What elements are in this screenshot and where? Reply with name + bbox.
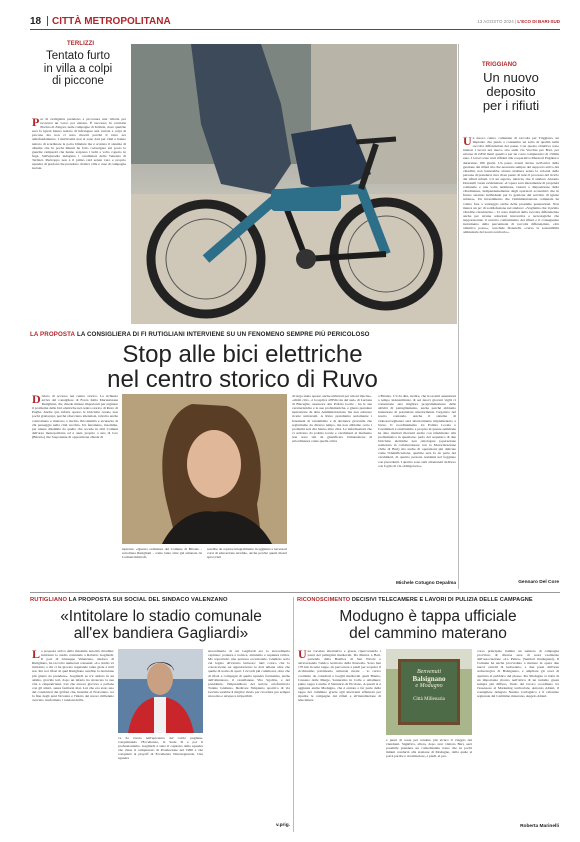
triggiano-body: Un nuovo centro comunale di raccolta per Triggiano, un impianto che punta a consentire un salto di qualità nella raccolta differenziata del paese. Con questo obiettivo sono iniziati i lavori nel nuovo sito sulla via Vecchia per Bari, per un'area di 2.850 metri quadri e per un costo complessivo di 13mila euro. I lavori sono stati affidati alla cooperativa Muratori Pugliesi e dureranno 180 giorni. Un passo avanti deciso nell'ottica della gestione dei rifiuti ma che necessita sempre del supporto attivo dei cittadini, non basterebbe alcuna struttura senza la volontà delle persone di prendersi cura di un pezzo di tutto il processo del riciclo dei rifiuti urbani. C'è un aspetto, tuttavia, che il sindaco Antonio Donatelli vuole evidenziare: «L'opera sarà interamente di proprietà comunale e una volta terminata, resterà a disposizione della cittadinanza, indipendentemente dagli operatori economici che in futuro saranno individuati per la gestione del servizio di igiene urbana». Un investimento che l'amministrazione comunale ha voluto fare a vantaggio anche delle prossime generazioni. Non manca un po' di soddisfazione nel sindaco: «Vogliamo che il primo cittadino riassicurino... Ci sono risultati della raccolta differenziata anche per alcune soluzioni innovative e tecnologiche che supporteranno il corretto conferimento dei rifiuti e il conseguente incremento della percentuale di raccolta differenziata. «Un obiettivo posso», conclude Donatelli, «verso la sostenibilità ambientale del nostro territorio». [463, 136, 559, 235]
horizontal-divider [30, 592, 560, 593]
triggiano-kicker: TRIGGIANO [482, 62, 517, 68]
vertical-divider-bottom [293, 597, 294, 832]
ruvo-col2: ispirarsi. «Questa ordinanza del Comune di Bitonto - sottolinea Rutigliani - come tante altre già emanate da Comuni limitrofi, [122, 547, 202, 560]
stadio-col2: va da tavola nell'epicentro del calcio pugliese, conquistando l'Eccellenza, la Serie D e poi il professionismo. Gagliardi è stato il capitano della squadra che vinse il campionato di Promozione nel 1996 e che conquistò ai playoff di Eccellenza l'interregionale. Una squadra [118, 736, 203, 761]
gagliardi-photo [118, 649, 203, 733]
modugno-col3: corso principale tramite un sentiero di campagna provvisto di diverse aree di sosta realizzate dall'associazione «La Pietra» (Sentieri modugnesi). Il Comune ha anche provveduto a mettere in opera due nuovi cartelli di benvenuto, a due passi dall'area archeologica di Balsignano, e ampliare gli orari di apertura al pubblico del plesso. Per Modugno si tratta di un importante ritorno nell'ottica di un turismo green sempre più diffuso, frutto del lavoro coordinato tra l'assessore al Marketing territoriale, Antonio Altieri, il consigliere delegato Nunzio Carlagnico e il referente regionale del Cammino materano, Angelo Altieri. [477, 649, 559, 699]
modugno-col2: e punti di sosta per rendere più sicuro il viaggio dei viandanti. Significa, allora, dopo aver visitato Bari, sarà possibile prendere un comodissimo treno che in pochi minuti condurrà alla stazione di Modugno, dalla quale si potrà partire e ricominciare, a piedi, al per- [386, 738, 472, 759]
modugno-col1: Una vacanza alternativa e green, ripercorrendo i passi dei pellegrini medievali. Da Matera a Bari, partendo dalla Basilica di San Nicola e attraversando l'antico territorio della Peucezia. Sono ben 170 km in sette tappe, da percorrere a piedi per scoprire il ricchissimo patrimonio culturale rurale - lo carico costituito da cattedrali e borghi medievali quali Bitetto, Cassano delle Murge, Santeramo in Colle e Altamura; punto tappa è anche il Santuario di Picciano. A questi si è aggiunta anche Modugno, che è entrata a far parte delle tappe del cammino grazie agli interventi effettuati per ripulire le campagne dai rifiuti e all'installazione di telecamere [298, 649, 381, 703]
electric-bike-photo [131, 44, 457, 324]
header-divider [47, 16, 48, 26]
player-illustration [118, 649, 203, 733]
terlizzi-headline: Tentato furto in villa a colpi di piccone [43, 50, 113, 87]
terlizzi-body: Pur di svaligiarla prendono a picconare una villetta per ricavarsi un varco per entrare. È successo in contrada Piscina di Zingari, nelle campagne di Terlizzi, dove qualche sera fa ignoti hanno tentato di infrangere una vetrata a colpi di piccone ma non ci sono riusciti perché il vetro era antisfondamento. I malviventi non si sono dati per vinti e hanno tentato di scardinare la porta blindata ma è scattato il sistema di allarme che in pochi minuti ha fatto convergere sul posto le guardie campestri che hanno sorpreso i ladri a volto coperto in fuga. Sull'episodio indagano i carabinieri della Tenenza di Terlizzi. Purtroppo non è il primo raid serale vero e proprio squadre di predoni che prendono di mira ville e case di campagna isolate. [32, 117, 126, 171]
ruvo-col5: a Bitonto. C'è da dire, inoltre, che le recenti assunzioni a tempo indeterminato di sei nuovi giovani vigili ci consentono una migliore programmazione delle attività di pattugliamento, anche perché abbiamo intenzione di potenziare ulteriormente l'organico del nostro comando. Anche il sistema di videosorveglianza sarà ulteriormente implementato a breve. Il coordinamento tra Polizia Locale e Carabinieri è strettissimo e proprio in queste settimane ha dato risultati rilevanti anche con riferimento alla problematica in questione: parlo del sequestro di due biciclette elettriche non omologate (operazione realizzata in collaborazione con la Motorizzazione civile di Bari) ma anche di operazioni più delicate come l'identificazione, qualche sera fa da parte dei carabinieri, di quattro persone residenti nel foggiano con precedenti. I quattro sono stati allontanati da Ruvo con foglio di via obbligatorio». [378, 394, 456, 468]
stadio-col1: La proposta arriva dalla massima autorità cittadina: intitolare lo stadio comunale a Roberto Gagliardi. Il post di Giuseppe Valenzano, sindaco di Rutigliano, ha raccolto numerosi consensi: «Lo stadio va intitolato a chi ci ha giocato regalando tante gioie a tutti noi. Per noi tifosi di quel Rutigliano sarebbe la decisione più giusta da prendere». Gagliardi se n'è andato in un attimo, gravido ieri, dopo un infarto ha stroncato la sua vita a cinquant'anni. Lui che ancora giovava a pallone con gli amici, senza fermarsi mai. Lui che era stato uno dei condottieri dei grifoni che, insieme al Noicattaro, tra la fine degli anni Novanta e l'inizio del nuovo millennio avevano trasformato i tondoni dell'u- [32, 649, 114, 703]
bike-illustration [131, 44, 457, 324]
stadio-kicker: RUTIGLIANO LA PROPOSTA SUI SOCIAL DEL SINDACO VALENZANO [30, 597, 228, 603]
vertical-divider-right [458, 44, 459, 589]
councillor-portrait-photo [122, 394, 287, 544]
triggiano-byline: Gennaro Del Core [518, 580, 559, 585]
triggiano-headline: Un nuovo deposito per i rifiuti [482, 70, 540, 113]
welcome-sign-photo [386, 649, 472, 735]
page-header [30, 14, 560, 30]
ruvo-headline: Stop alle bici elettriche nel centro storico di Ruvo [107, 341, 378, 393]
modugno-headline: Modugno è tappa ufficiale del cammino materano [339, 608, 517, 642]
section-title: CITTÀ METROPOLITANA [52, 16, 171, 27]
ruvo-col4: di targa siano spesso anche utilizzati per azioni illecite». «Ormi citto - è la replica all'Edicola del sud» di Luciana di Bisceglie, assessore alla Polizia locale - ha le sue caratteristiche e le sue problematiche, e giusto prendere ispirazione da altre Amministrazioni, ma non esistono ricette universali. A Ruvo prendiamo seriamente i fenomeni di vandalismo e di devianza giovanile che registriamo da diverso tempo, ma non abbiamo certo i problemi seri che hanno altre città. Le informazioni che ci arrivano da polizia locale e carabinieri al momento non sono tali da giustificare l'emanazione di un'ordinanza come quella attiva [292, 394, 372, 444]
page-number: 18 [30, 16, 42, 27]
ruvo-byline: Michele Cotugno Depalma [396, 581, 456, 586]
terlizzi-kicker: TERLIZZI [67, 41, 95, 47]
ruvo-kicker: LA PROPOSTA LA CONSIGLIERA DI FI RUTIGLIANI INTERVIENE SU UN FENOMENO SEMPRE PIÙ PERICOLOSO [30, 331, 370, 338]
header-date: 13 AGOSTO 2024 | L'ECO DI BARI-SUD [477, 19, 560, 24]
portrait-illustration [122, 394, 287, 544]
modugno-kicker: RICONOSCIMENTO DECISIVI TELECAMERE E LAVORI DI PULIZIA DELLE CAMPAGNE [297, 597, 533, 603]
stadio-headline: «Intitolare lo stadio comunale all'ex bandiera Gagliardi» [60, 608, 262, 642]
modugno-byline: Roberta Marinelli [520, 824, 559, 829]
stadio-byline: v.prig. [275, 823, 290, 828]
ruvo-col3: sarebbe da copiare integralmente in aggiunta a necessari corsi di educazione stradale, anche perché questi mezzi sprovvisti [207, 547, 287, 560]
sign-text: Benvenuti Balsignano e Modugno Città Millenaria [412, 669, 446, 702]
ruvo-col1: Divieto di accesso nel centro storico. La richiesta arriva dal consigliere di Forza Italia Mariastizana Rutigliani, che chiede misure importanti per arginare il problema delle bici elettriche nel centro storico di Ruvo di Puglia. Anche qui, infatti, spesso le biciclette creano non pochi grattacapi, perché sfrecciano silenziosi, talvolta anche contromano e mettono a rischio l'incolumità e sicurezza di chi passeggia nella città vecchia. Un fenomeno, insomma, per niente dissimile da quello che accade in altri Comuni dell'area metropolitana ed è anzi, proprio a uno di loro (Bitonto) che l'esponente di opposizione chiede di [32, 394, 118, 439]
stadio-col3: straordinaria di cui Gagliardi era lo straordinario capitano: potenza e tecnica, altruismo e sapienza tattica. Ma soprattutto una persona eccezionale. Giudizio sotto cui legato all'evento luttuoso: tutti coloro che lo conoscevano ne apprezzavano le doti umane oltre che quelle di uomo di sport. I ricordi più commossi, oltre che di tifosi e compagni di quella squadra fortissima, anche dell'allenatore, il castellanese Vito Sgobba, e del presidente, l'imprenditore del settore ortofrutticolo Tonino Giuliano. Dedicare l'impianto sportivo di via Gorizia sarebbe il miglior modo per ricordare per sempre un uomo e un'epoca irripetibili. [208, 649, 290, 699]
